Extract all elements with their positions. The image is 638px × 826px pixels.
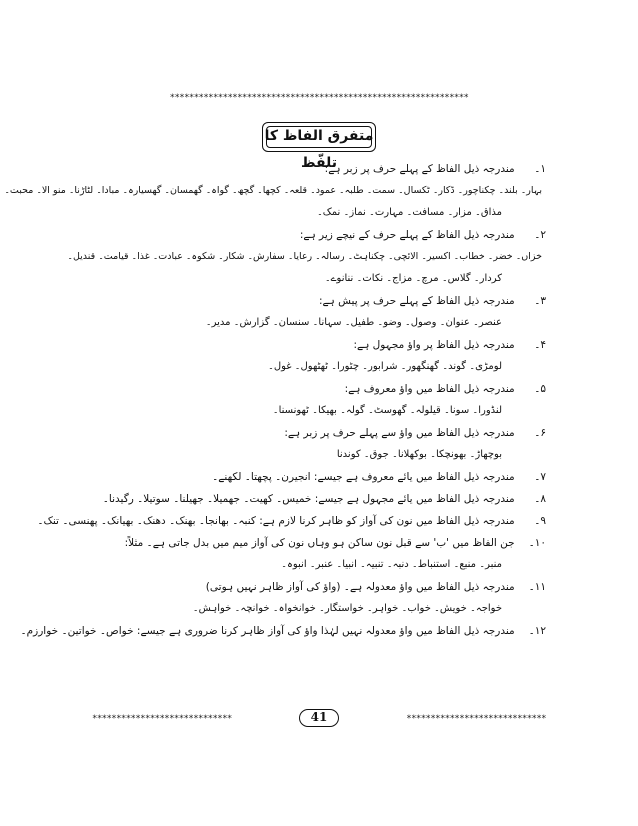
question-5 bbox=[92, 378, 546, 400]
question-number: ۲۔ bbox=[534, 229, 546, 241]
question-number: ۷۔ bbox=[534, 471, 546, 483]
question-text: مندرجہ ذیل الفاظ میں واؤ معدولہ نہیں لہٰذا واؤ کی آواز ظاہر کرنا ضروری ہے جیسے: خواص۔ خواتین۔ خوارزم۔ bbox=[20, 625, 515, 637]
page-title: متفرق الفاظ کا تلفّظ bbox=[262, 122, 376, 152]
question-text: جن الفاظ میں 'ب' سے قبل نون ساکن ہو وہاں نون کی آواز میم میں بدل جاتی ہے۔ مثلاً: bbox=[124, 537, 515, 549]
example-line: منبر۔ منبع۔ استنباط۔ دنبہ۔ تنبیہ۔ انبیا۔ عنبر۔ انبوہ۔ bbox=[281, 559, 502, 570]
question-number: ۵۔ bbox=[534, 383, 546, 395]
example-line: مذاق۔ مزار۔ مسافت۔ مہارت۔ نماز۔ نمک۔ bbox=[316, 207, 502, 218]
example-line: بہار۔ بلند۔ چکناچور۔ ڈکار۔ ٹکسال۔ سمت۔ طلبہ۔ عمود۔ قلعہ۔ کچھا۔ گچھ۔ گواہ۔ گھمسان۔ گھسیارہ۔ مبادا۔ لٹاڑنا۔ منو الا۔ محبت۔ bbox=[4, 185, 542, 196]
question-6 bbox=[92, 422, 546, 444]
question-text: مندرجہ ذیل الفاظ کے پہلے حرف پر پیش ہے: bbox=[318, 295, 515, 307]
question-11 bbox=[92, 576, 546, 598]
question-text: مندرجہ ذیل الفاظ پر واؤ مجہول ہے: bbox=[353, 339, 515, 351]
question-text: مندرجہ ذیل الفاظ میں یائے معروف ہے جیسے: انجیرن۔ پچھتا۔ لکھنے۔ bbox=[212, 471, 515, 483]
example-line: لومڑی۔ گوند۔ گھنگھور۔ شرابور۔ چٹورا۔ ٹھٹھول۔ غول۔ bbox=[267, 361, 502, 372]
example-line: لنڈورا۔ سونا۔ قیلولہ۔ گھوسٹ۔ گولہ۔ بھیکا۔ ٹھونسنا۔ bbox=[272, 405, 502, 416]
example-line: کردار۔ گلاس۔ مرچ۔ مزاج۔ نکات۔ ننانوے۔ bbox=[324, 273, 502, 284]
question-number: ۱۱۔ bbox=[528, 581, 546, 593]
question-2 bbox=[92, 224, 546, 246]
question-text: مندرجہ ذیل الفاظ کے پہلے حرف پر زبر ہے: bbox=[324, 163, 515, 175]
question-number: ۱۰۔ bbox=[528, 537, 546, 549]
page-number: 41 bbox=[299, 709, 339, 727]
question-3 bbox=[92, 290, 546, 312]
question-number: ۱۔ bbox=[534, 163, 546, 175]
question-1 bbox=[92, 158, 546, 180]
question-number: ۸۔ bbox=[534, 493, 546, 505]
question-10 bbox=[92, 532, 546, 554]
example-line: خزاں۔ خضر۔ خطاب۔ اکسیر۔ الائچی۔ چکناہٹ۔ رسالہ۔ رعایا۔ سفارش۔ شکار۔ شکوہ۔ عبادت۔ غذا۔ قیامت۔ قندیل۔ bbox=[67, 251, 542, 262]
question-9 bbox=[37, 510, 546, 532]
example-line: بوچھاڑ۔ بھونچکا۔ بوکھلانا۔ جوق۔ کوندنا bbox=[336, 449, 502, 460]
question-number: ۱۲۔ bbox=[528, 625, 546, 637]
question-text: مندرجہ ذیل الفاظ میں یائے مجہول ہے جیسے: خمیس۔ کھیت۔ جھمیلا۔ جھیلنا۔ سوتیلا۔ رگیدنا۔ bbox=[102, 493, 515, 505]
question-number: ۹۔ bbox=[534, 515, 546, 527]
exercise-list bbox=[4, 158, 546, 698]
question-text: مندرجہ ذیل الفاظ میں نون کی آواز کو ظاہر کرنا لازم ہے: کنبہ۔ بھانجا۔ بھنک۔ دھنک۔ بھیانک۔ پھنسی۔ تنک۔ bbox=[37, 515, 515, 527]
question-8 bbox=[92, 488, 546, 510]
question-12 bbox=[20, 620, 546, 642]
footer-star-border-right: ***************************** bbox=[406, 714, 546, 724]
example-line: عنصر۔ عنوان۔ وصول۔ وضو۔ طفیل۔ سہانا۔ سنسان۔ گزارش۔ مدیر۔ bbox=[205, 317, 502, 328]
question-text: مندرجہ ذیل الفاظ میں واؤ سے پہلے حرف پر زبر ہے: bbox=[284, 427, 515, 439]
example-line: خواجہ۔ خویش۔ خواب۔ خواہر۔ خواستگار۔ خوانخواہ۔ خوانچہ۔ خواہش۔ bbox=[192, 603, 502, 614]
question-text: مندرجہ ذیل الفاظ میں واؤ معدولہ ہے۔ (واؤ کی آواز ظاہر نہیں ہوتی) bbox=[205, 581, 515, 593]
question-number: ۳۔ bbox=[534, 295, 546, 307]
question-number: ۶۔ bbox=[534, 427, 546, 439]
question-number: ۴۔ bbox=[534, 339, 546, 351]
question-7 bbox=[92, 466, 546, 488]
page-footer bbox=[92, 709, 546, 729]
question-text: مندرجہ ذیل الفاظ میں واؤ معروف ہے: bbox=[344, 383, 515, 395]
footer-star-border-left: ***************************** bbox=[92, 714, 232, 724]
question-4 bbox=[92, 334, 546, 356]
top-star-border: ************************************************************** bbox=[169, 93, 469, 103]
question-text: مندرجہ ذیل الفاظ کے پہلے حرف کے نیچے زیر ہے: bbox=[299, 229, 515, 241]
